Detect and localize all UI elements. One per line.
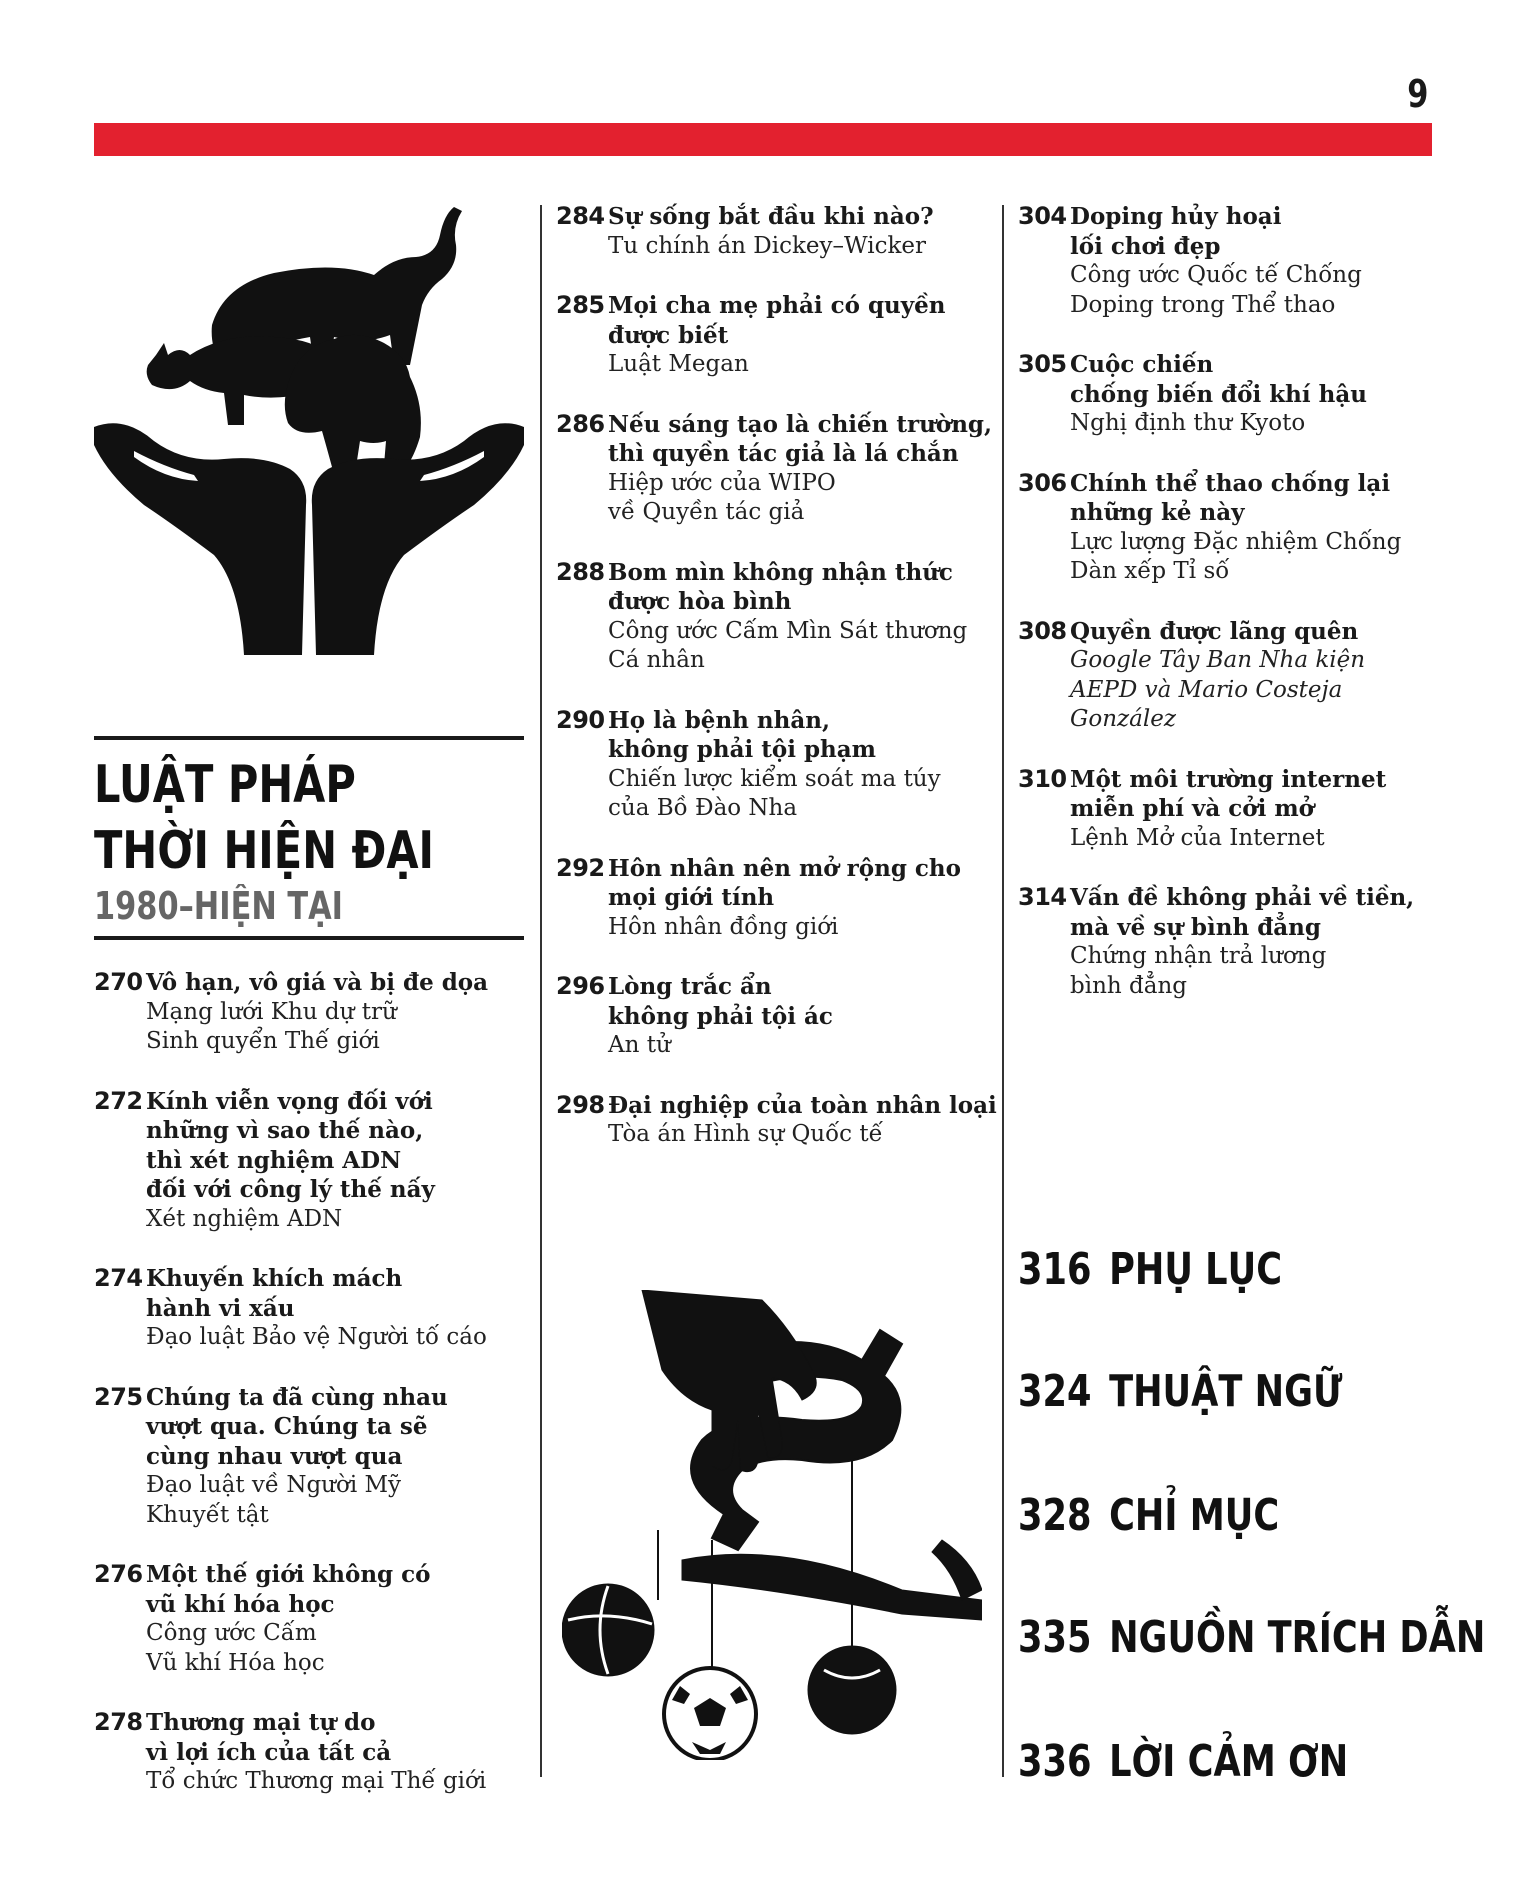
toc-entry[interactable] [94,1087,534,1235]
appendix-label: CHỈ MỤC [1109,1490,1280,1541]
toc-entry-title: vượt qua. Chúng ta sẽ [146,1413,428,1440]
toc-page-number: 292 [556,853,605,882]
appendix-page-number: 328 [1018,1490,1092,1541]
toc-entry-title: Chúng ta đã cùng nhau [146,1383,448,1411]
toc-page-number: 304 [1018,202,1067,230]
toc-entry-subtitle: Luật Megan [608,351,749,377]
toc-entry-subtitle: Lệnh Mở của Internet [1070,824,1325,851]
toc-entry-title: Vấn đề không phải về tiền, [1070,884,1415,911]
toc-entry-title: được hòa bình [608,588,792,615]
toc-entry-subtitle: Tổ chức Thương mại Thế giới [146,1768,487,1794]
toc-entry-subtitle: Công ước Cấm [146,1620,317,1646]
toc-entry-title: Kính viễn vọng đối với [146,1087,433,1115]
toc-entry-title: mọi giới tính [608,884,775,911]
toc-page-number: 308 [1018,616,1067,645]
toc-entry-title: được biết [608,321,729,349]
toc-entry-title: vũ khí hóa học [146,1590,335,1618]
toc-entry-subtitle: Nghị định thư Kyoto [1070,410,1306,436]
toc-entry[interactable] [556,854,1002,943]
toc-entry-title: Chính thể thao chống lại [1070,469,1391,497]
toc-entry[interactable] [556,972,1002,1061]
toc-entry-title: Một thế giới không có [146,1561,431,1588]
toc-entry[interactable] [1018,469,1438,587]
toc-entry-title: Cuộc chiến [1070,351,1214,378]
appendix-label: LỜI CẢM ƠN [1109,1736,1349,1787]
toc-entry-subtitle: Đạo luật về Người Mỹ [146,1472,402,1498]
toc-entry-subtitle: Dàn xếp Tỉ số [1070,558,1230,584]
toc-column-1 [94,968,534,1827]
toc-entry[interactable] [1018,765,1438,854]
toc-entry-title: những vì sao thế nào, [146,1117,424,1144]
header-red-bar [94,123,1432,156]
appendix-page-number: 335 [1018,1612,1092,1663]
toc-entry[interactable] [556,1091,1002,1150]
toc-entry-title: Một môi trường internet [1070,765,1387,793]
toc-entry-subtitle: Sinh quyển Thế giới [146,1028,380,1054]
toc-entry[interactable] [1018,350,1438,439]
section-title [94,752,434,884]
toc-entry-title: Sự sống bắt đầu khi nào? [608,203,934,230]
toc-page-number: 285 [556,291,605,319]
toc-entry-subtitle: Khuyết tật [146,1501,269,1528]
toc-entry-title: thì quyền tác giả là lá chắn [608,440,959,467]
toc-entry[interactable] [94,1383,534,1531]
section-bottom-rule [94,936,524,940]
page-number: 9 [1406,72,1428,116]
scissors-icon [682,1554,982,1620]
toc-entry-subtitle: bình đẳng [1070,972,1187,999]
dollar-puppet-illustration [562,1290,982,1760]
toc-page-number: 306 [1018,468,1067,497]
toc-entry[interactable] [1018,617,1438,735]
appendix-entry[interactable] [1018,1244,1282,1295]
appendix-entry[interactable] [1018,1366,1342,1417]
section-title-line2: THỜI HIỆN ĐẠI [94,821,435,881]
toc-entry-subtitle: Chứng nhận trả lương [1070,943,1327,969]
toc-entry-subtitle: của Bồ Đào Nha [608,795,798,821]
toc-page-number: 298 [556,1090,605,1119]
toc-entry-title: Quyền được lãng quên [1070,617,1359,645]
toc-entry-title: Khuyến khích mách [146,1265,403,1292]
toc-entry-title: Hôn nhân nên mở rộng cho [608,854,961,882]
toc-entry-subtitle: Công ước Cấm Mìn Sát thương [608,617,968,644]
column-divider-1 [540,205,542,1777]
toc-entry-subtitle: Công ước Quốc tế Chống [1070,262,1362,288]
toc-entry-title: Đại nghiệp của toàn nhân loại [608,1091,997,1119]
appendix-entry[interactable] [1018,1612,1485,1663]
toc-entry-title: vì lợi ích của tất cả [146,1738,392,1766]
toc-entry-subtitle: Lực lượng Đặc nhiệm Chống [1070,528,1402,555]
toc-page-number: 270 [94,968,143,996]
toc-entry-title: Nếu sáng tạo là chiến trường, [608,410,993,438]
toc-entry[interactable] [94,1708,534,1797]
toc-entry-subtitle: Tòa án Hình sự Quốc tế [608,1121,883,1147]
toc-page-number: 286 [556,409,605,438]
toc-column-3 [1018,202,1438,1031]
toc-entry-title: Họ là bệnh nhân, [608,706,830,734]
toc-entry-title: Doping hủy hoại [1070,203,1282,230]
appendix-entry[interactable] [1018,1490,1279,1541]
toc-entry-subtitle: Doping trong Thể thao [1070,291,1336,318]
toc-page-number: 274 [94,1264,143,1292]
toc-entry[interactable] [556,706,1002,824]
toc-page-number: 272 [94,1086,143,1115]
toc-entry-title: miễn phí và cởi mở [1070,795,1315,822]
toc-entry-subtitle: Cá nhân [608,647,705,673]
basketball-icon [562,1584,654,1676]
toc-entry[interactable] [556,558,1002,676]
baseball-icon [808,1646,896,1734]
toc-entry-subtitle: Tu chính án Dickey–Wicker [608,232,927,259]
toc-entry[interactable] [94,1560,534,1678]
section-title-line1: LUẬT PHÁP [94,755,356,815]
toc-entry-title: những kẻ này [1070,499,1245,526]
section-years: 1980–HIỆN TẠI [94,884,343,928]
toc-entry[interactable] [1018,883,1438,1001]
toc-entry-subtitle: Mạng lưới Khu dự trữ [146,998,397,1025]
column-divider-2 [1002,205,1004,1777]
toc-page-number: 296 [556,972,605,1000]
toc-entry-title: cùng nhau vượt qua [146,1442,403,1470]
appendix-label: PHỤ LỤC [1109,1244,1283,1295]
toc-entry[interactable] [94,1264,534,1353]
toc-column-2 [556,202,1002,1180]
toc-entry-title: đối với công lý thế nấy [146,1176,435,1203]
toc-page-number: 288 [556,557,605,586]
toc-entry-subtitle: Hôn nhân đồng giới [608,913,839,940]
toc-entry-title: Thương mại tự do [146,1709,376,1736]
toc-entry-title: mà về sự bình đẳng [1070,913,1321,941]
appendix-page-number: 336 [1018,1736,1092,1787]
toc-entry-subtitle: AEPD và Mario Costeja [1070,676,1343,703]
toc-entry-subtitle: Hiệp ước của WIPO [608,469,836,496]
toc-entry-subtitle: về Quyền tác giả [608,499,805,525]
toc-entry-title: Lòng trắc ẩn [608,973,772,1000]
toc-entry-subtitle: Vũ khí Hóa học [146,1649,325,1676]
toc-entry-subtitle: González [1070,706,1176,732]
toc-entry-title: Bom mìn không nhận thức [608,558,953,586]
appendix-label: NGUỒN TRÍCH DẪN [1109,1612,1486,1663]
appendix-entry[interactable] [1018,1736,1348,1787]
toc-entry-title: Vô hạn, vô giá và bị đe dọa [146,969,489,996]
toc-page-number: 276 [94,1560,143,1588]
toc-entry[interactable] [556,410,1002,528]
toc-entry[interactable] [556,202,1002,261]
toc-entry[interactable] [94,968,534,1057]
toc-entry-title: thì xét nghiệm ADN [146,1146,402,1174]
toc-page-number: 310 [1018,764,1067,793]
toc-page-number: 278 [94,1708,143,1736]
toc-page-number: 305 [1018,350,1067,378]
toc-entry-subtitle: Xét nghiệm ADN [146,1205,343,1232]
toc-entry-title: chống biến đổi khí hậu [1070,380,1367,408]
toc-entry[interactable] [556,291,1002,380]
toc-entry-title: Mọi cha mẹ phải có quyền [608,292,946,319]
appendix-page-number: 316 [1018,1244,1092,1295]
toc-entry-title: lối chơi đẹp [1070,232,1221,260]
toc-entry-subtitle: Chiến lược kiểm soát ma túy [608,765,941,792]
toc-entry-subtitle: Google Tây Ban Nha kiện [1070,647,1366,673]
appendix-page-number: 324 [1018,1366,1092,1417]
toc-page-number: 275 [94,1382,143,1411]
hands-animals-illustration [94,205,524,665]
appendix-label: THUẬT NGỮ [1109,1366,1343,1417]
left-hand-icon [94,423,306,655]
toc-page-number: 284 [556,202,605,230]
toc-entry-subtitle: Đạo luật Bảo vệ Người tố cáo [146,1324,487,1350]
toc-entry[interactable] [1018,202,1438,320]
toc-page-number: 290 [556,705,605,734]
toc-entry-title: hành vi xấu [146,1294,295,1322]
section-top-rule [94,736,524,740]
toc-page-number: 314 [1018,883,1067,911]
toc-entry-title: không phải tội ác [608,1002,833,1030]
toc-entry-title: không phải tội phạm [608,736,877,763]
toc-entry-subtitle: An tử [608,1032,671,1058]
